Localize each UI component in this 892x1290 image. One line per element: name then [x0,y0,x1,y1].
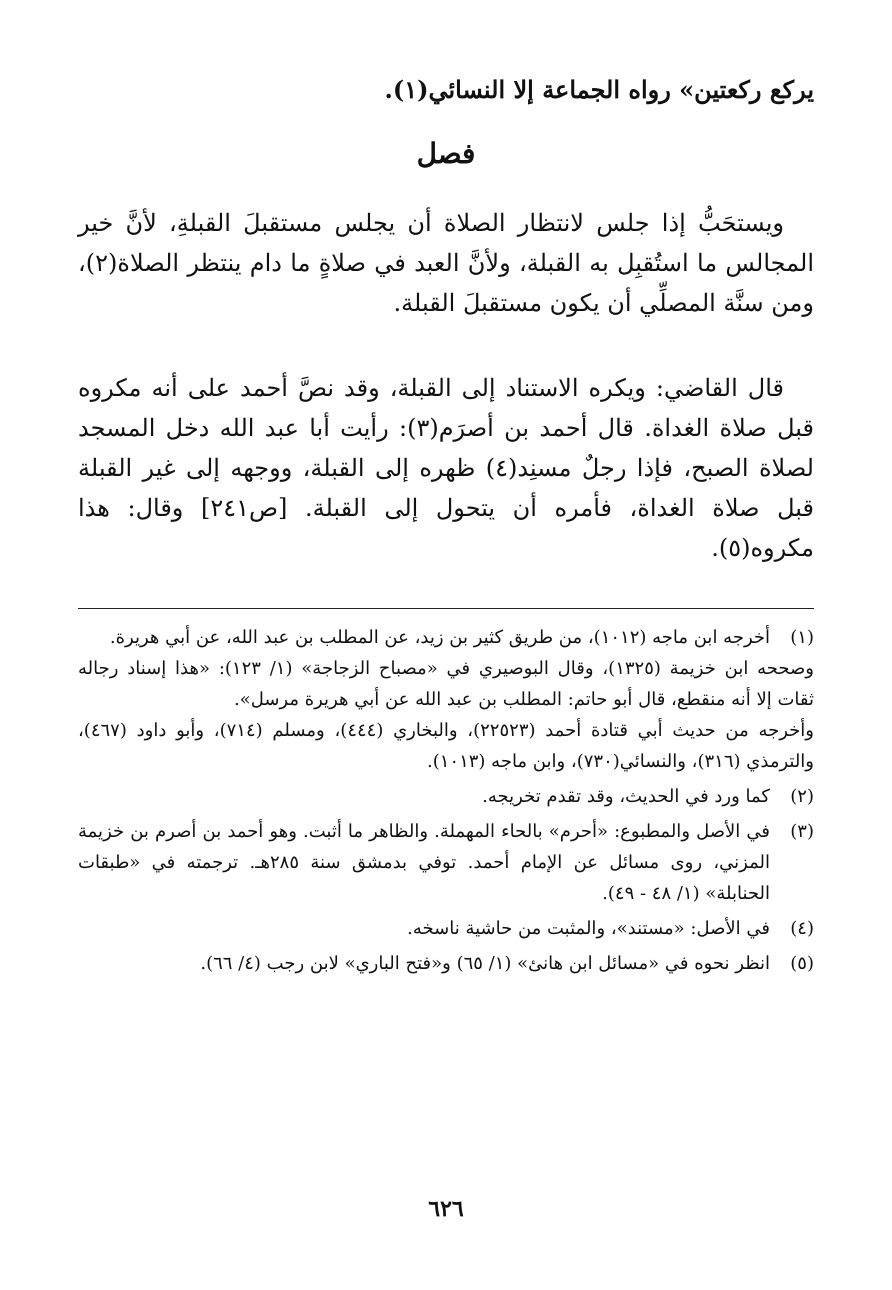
paragraph-qibla-sitting: ويستحَبُّ إذا جلس لانتظار الصلاة أن يجلس مستقبلَ القبلةِ، لأنَّ خير المجالس ما استُقبِل به القبلة، ولأنَّ العبد في صلاةٍ ما دام ينتظر الصلاة(٢)، ومن سنَّة المصلِّي أن يكون مستقبلَ القبلة. [78,209,814,317]
footnotes-list [78,622,814,983]
paragraph-continuation: يركع ركعتين» رواه الجماعة إلا النسائي(١). [384,75,814,104]
page-number: ٦٢٦ [428,1196,464,1222]
footnote [78,622,814,777]
section-heading: فصل [416,137,476,170]
paragraph-leaning-qibla: قال القاضي: ويكره الاستناد إلى القبلة، وقد نصَّ أحمد على أنه مكروه قبل صلاة الغداة. قال أحمد بن أصرَم(٣): رأيت أبا عبد الله دخل المسجد لصلاة الصبح، فإذا رجلٌ مسنِد(٤) ظهره إلى القبلة، ووجهه إلى غير القبلة قبل صلاة الغداة، فأمره أن يتحول إلى القبلة. [ص٢٤١] وقال: هذا مكروه(٥). [78,374,814,562]
footnote-separator [78,608,814,609]
footnote-text: كما ورد في الحديث، وقد تقدم تخريجه. [482,786,770,807]
footnote-text: في الأصل: «مستند»، والمثبت من حاشية ناسخه. [407,918,770,939]
footnote-text: أخرجه ابن ماجه (١٠١٢)، من طريق كثير بن زيد، عن المطلب بن عبد الله، عن أبي هريرة. [109,627,770,648]
footnote-number: (٣) [790,821,814,842]
footnote-text: وصححه ابن خزيمة (١٣٢٥)، وقال البوصيري في «مصباح الزجاجة» (١/ ١٢٣): «هذا إسناد رجاله ثقات إلا أنه منقطع، قال أبو حاتم: المطلب بن عبد الله عن أبي هريرة مرسل». [78,658,814,710]
footnote-text: وأخرجه من حديث أبي قتادة أحمد (٢٢٥٢٣)، والبخاري (٤٤٤)، ومسلم (٧١٤)، وأبو داود (٤٦٧)، والترمذي (٣١٦)، والنسائي(٧٣٠)، وابن ماجه (١٠١٣). [78,720,814,772]
footnote [78,781,814,812]
footnote [78,948,814,979]
footnote [78,913,814,944]
footnote-text: في الأصل والمطبوع: «أحرم» بالحاء المهملة. والظاهر ما أثبت. وهو أحمد بن أصرم بن خزيمة المزني، روى مسائل عن الإمام أحمد. توفي بدمشق سنة ٢٨٥هـ. ترجمته في «طبقات الحنابلة» (١/ ٤٨ - ٤٩). [78,821,771,904]
footnote-number: (٢) [790,786,814,807]
footnote-text: انظر نحوه في «مسائل ابن هانئ» (١/ ٦٥) و«فتح الباري» لابن رجب (٤/ ٦٦). [200,953,770,974]
footnote-number: (٤) [790,918,814,939]
footnote-number: (١) [790,627,814,648]
footnote [78,816,814,909]
footnote-number: (٥) [790,953,814,974]
